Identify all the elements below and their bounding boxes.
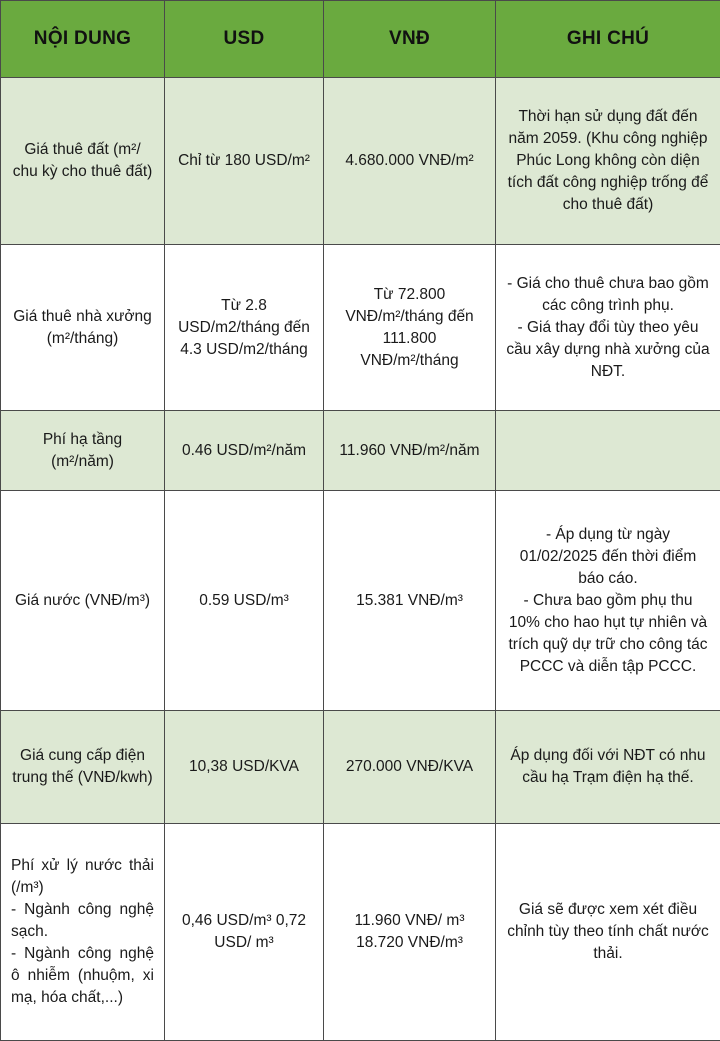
row-water-price [1, 491, 720, 711]
header-content: NỘI DUNG [1, 1, 165, 78]
factory-rent-content: Giá thuê nhà xưởng (m²/tháng) [1, 245, 165, 411]
electricity-price-usd: 10,38 USD/KVA [165, 711, 324, 824]
factory-rent-note-line: - Giá thay đổi tùy theo yêu cầu xây dựng nhà xưởng của NĐT. [506, 317, 710, 383]
infrastructure-fee-usd: 0.46 USD/m²/năm [165, 411, 324, 491]
infrastructure-fee-note [496, 411, 720, 491]
electricity-price-note: Áp dụng đối với NĐT có nhu cầu hạ Trạm điện hạ thế. [496, 711, 720, 824]
wastewater-fee-content [1, 824, 165, 1041]
header-usd: USD [165, 1, 324, 78]
water-price-usd: 0.59 USD/m³ [165, 491, 324, 711]
wastewater-fee-vnd-line: 18.720 VNĐ/m³ [334, 932, 485, 954]
electricity-price-vnd: 270.000 VNĐ/KVA [324, 711, 496, 824]
wastewater-fee-usd: 0,46 USD/m³ 0,72 USD/ m³ [165, 824, 324, 1041]
land-rent-usd: Chỉ từ 180 USD/m² [165, 78, 324, 245]
infrastructure-fee-content: Phí hạ tầng (m²/năm) [1, 411, 165, 491]
wastewater-fee-vnd-line: 11.960 VNĐ/ m³ [334, 910, 485, 932]
water-price-note-line: - Chưa bao gồm phụ thu 10% cho hao hụt tự nhiên và trích quỹ dự trữ cho công tác PCCC và diễn tập PCCC. [506, 590, 710, 678]
wastewater-fee-content-line: Phí xử lý nước thải (/m³) [11, 855, 154, 899]
infrastructure-fee-vnd: 11.960 VNĐ/m²/năm [324, 411, 496, 491]
land-rent-content: Giá thuê đất (m²/ chu kỳ cho thuê đất) [1, 78, 165, 245]
factory-rent-usd: Từ 2.8 USD/m2/tháng đến 4.3 USD/m2/tháng [165, 245, 324, 411]
wastewater-fee-vnd [324, 824, 496, 1041]
factory-rent-note-line: - Giá cho thuê chưa bao gồm các công trình phụ. [506, 273, 710, 317]
wastewater-fee-note: Giá sẽ được xem xét điều chỉnh tùy theo tính chất nước thải. [496, 824, 720, 1041]
row-electricity-price [1, 711, 720, 824]
factory-rent-vnd: Từ 72.800 VNĐ/m²/tháng đến 111.800 VNĐ/m²/tháng [324, 245, 496, 411]
factory-rent-note [496, 245, 720, 411]
header-note: GHI CHÚ [496, 1, 720, 78]
row-factory-rent [1, 245, 720, 411]
wastewater-fee-content-line: - Ngành công nghệ sạch. [11, 899, 154, 943]
header-row [1, 1, 720, 78]
row-land-rent [1, 78, 720, 245]
header-vnd: VNĐ [324, 1, 496, 78]
land-rent-vnd: 4.680.000 VNĐ/m² [324, 78, 496, 245]
land-rent-note: Thời hạn sử dụng đất đến năm 2059. (Khu công nghiệp Phúc Long không còn diện tích đất công nghiệp trống để cho thuê đất) [496, 78, 720, 245]
water-price-note [496, 491, 720, 711]
row-wastewater-fee [1, 824, 720, 1041]
water-price-note-line: - Áp dụng từ ngày 01/02/2025 đến thời điểm báo cáo. [506, 524, 710, 590]
water-price-content: Giá nước (VNĐ/m³) [1, 491, 165, 711]
wastewater-fee-content-line: - Ngành công nghệ ô nhiễm (nhuộm, xi mạ, hóa chất,...) [11, 943, 154, 1009]
water-price-vnd: 15.381 VNĐ/m³ [324, 491, 496, 711]
electricity-price-content: Giá cung cấp điện trung thế (VNĐ/kwh) [1, 711, 165, 824]
row-infrastructure-fee [1, 411, 720, 491]
